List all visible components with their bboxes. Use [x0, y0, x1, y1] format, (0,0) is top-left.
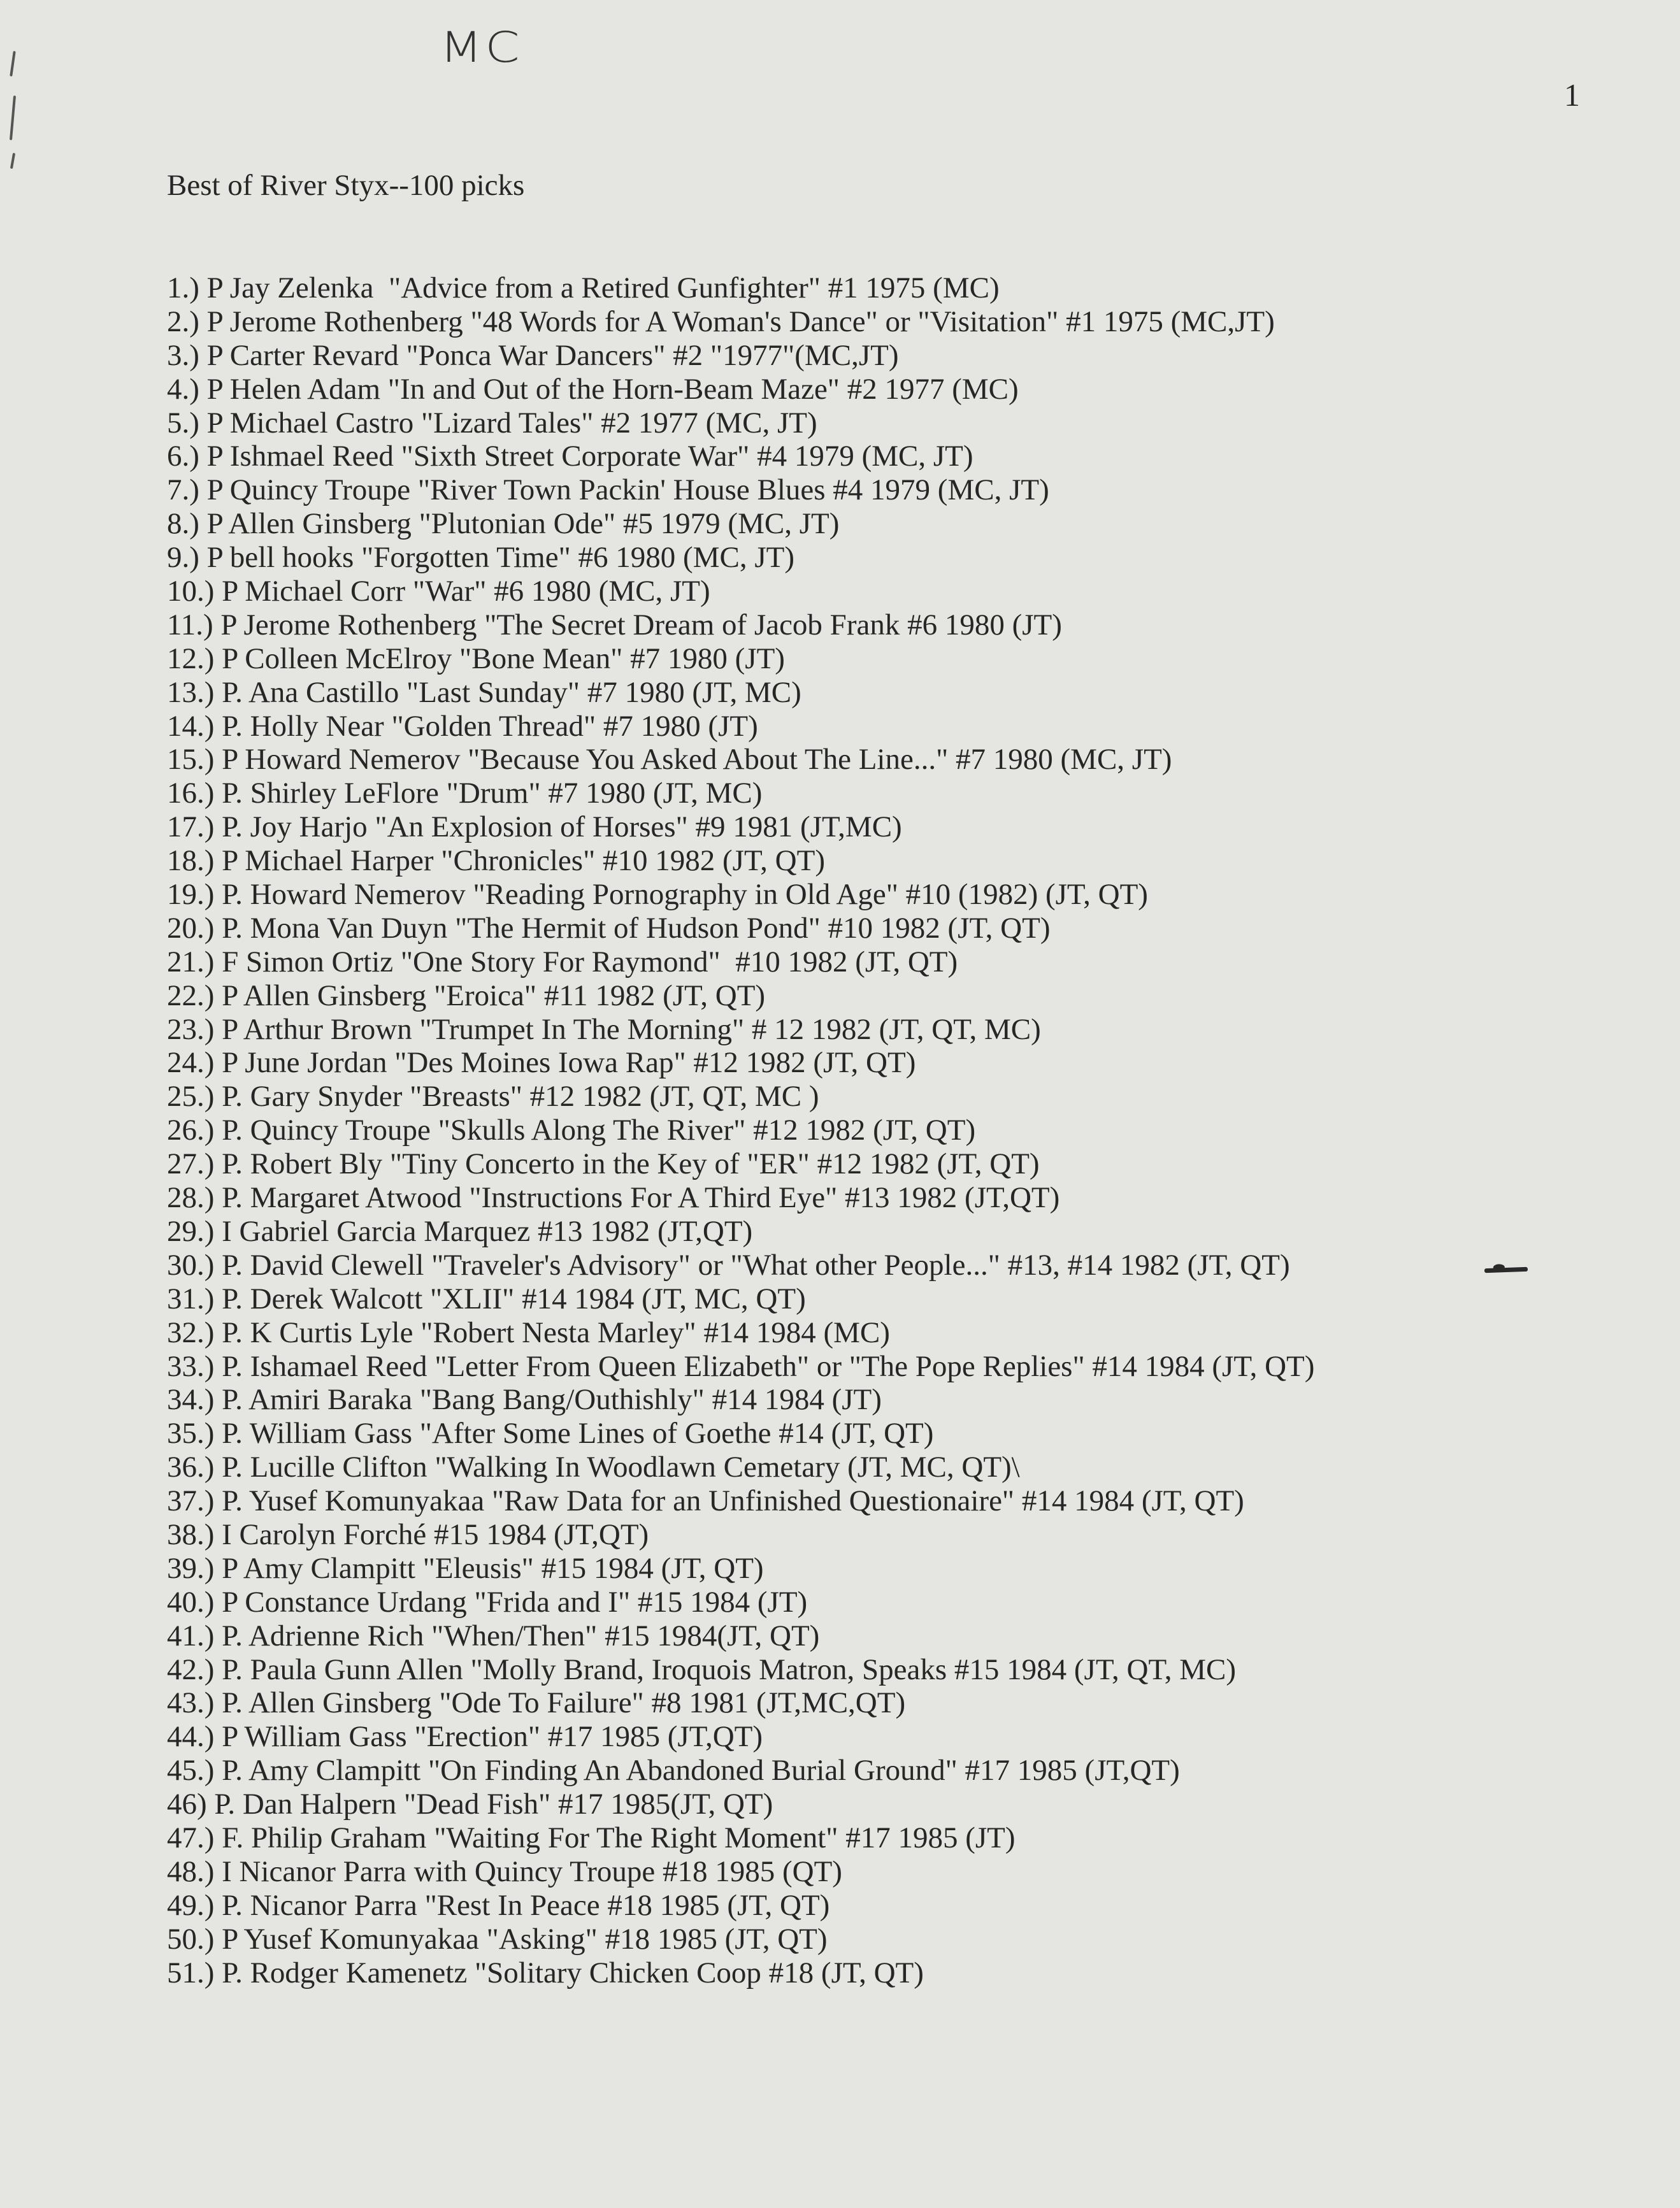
list-item: 37.) P. Yusef Komunyakaa "Raw Data for an Unfinished Questionaire" #14 1984 (JT, QT)	[167, 1484, 1244, 1518]
list-item: 16.) P. Shirley LeFlore "Drum" #7 1980 (JT, MC)	[167, 777, 763, 810]
list-item: 3.) P Carter Revard "Ponca War Dancers" #2 "1977"(MC,JT)	[167, 338, 899, 372]
list-item: 12.) P Colleen McElroy "Bone Mean" #7 1980 (JT)	[167, 642, 785, 675]
list-item: 21.) F Simon Ortiz "One Story For Raymond" #10 1982 (JT, QT)	[167, 945, 958, 979]
handwritten-initials: MC	[440, 23, 522, 73]
list-item: 35.) P. William Gass "After Some Lines of Goethe #14 (JT, QT)	[167, 1417, 934, 1451]
list-item: 42.) P. Paula Gunn Allen "Molly Brand, Iroquois Matron, Speaks #15 1984 (JT, QT, MC)	[167, 1652, 1237, 1686]
list-item: 11.) P Jerome Rothenberg "The Secret Dream of Jacob Frank #6 1980 (JT)	[167, 608, 1062, 642]
list-item: 43.) P. Allen Ginsberg "Ode To Failure" #8 1981 (JT,MC,QT)	[167, 1686, 906, 1720]
list-item: 23.) P Arthur Brown "Trumpet In The Morning" # 12 1982 (JT, QT, MC)	[167, 1012, 1041, 1046]
list-item: 9.) P bell hooks "Forgotten Time" #6 1980 (MC, JT)	[167, 541, 794, 575]
list-item: 20.) P. Mona Van Duyn "The Hermit of Hudson Pond" #10 1982 (JT, QT)	[167, 911, 1051, 945]
list-item: 22.) P Allen Ginsberg "Eroica" #11 1982 (JT, QT)	[167, 979, 766, 1012]
picks-list	[167, 271, 1314, 1989]
list-item: 27.) P. Robert Bly "Tiny Concerto in the Key of "ER" #12 1982 (JT, QT)	[167, 1147, 1040, 1181]
list-item: 45.) P. Amy Clampitt "On Finding An Abandoned Burial Ground" #17 1985 (JT,QT)	[167, 1754, 1180, 1788]
margin-mark	[10, 51, 16, 76]
list-item: 13.) P. Ana Castillo "Last Sunday" #7 1980 (JT, MC)	[167, 675, 801, 709]
list-item: 1.) P Jay Zelenka "Advice from a Retired Gunfighter" #1 1975 (MC)	[167, 271, 1000, 305]
list-item: 39.) P Amy Clampitt "Eleusis" #15 1984 (JT, QT)	[167, 1551, 764, 1585]
list-item: 51.) P. Rodger Kamenetz "Solitary Chicken Coop #18 (JT, QT)	[167, 1956, 924, 1989]
list-item: 24.) P June Jordan "Des Moines Iowa Rap" #12 1982 (JT, QT)	[167, 1046, 916, 1080]
list-item: 28.) P. Margaret Atwood "Instructions For A Third Eye" #13 1982 (JT,QT)	[167, 1181, 1060, 1215]
list-item: 32.) P. K Curtis Lyle "Robert Nesta Marley" #14 1984 (MC)	[167, 1315, 890, 1349]
list-item: 29.) I Gabriel Garcia Marquez #13 1982 (JT,QT)	[167, 1214, 753, 1248]
list-item: 10.) P Michael Corr "War" #6 1980 (MC, JT)	[167, 575, 710, 608]
list-item: 19.) P. Howard Nemerov "Reading Pornography in Old Age" #10 (1982) (JT, QT)	[167, 878, 1148, 912]
list-item: 17.) P. Joy Harjo "An Explosion of Horses" #9 1981 (JT,MC)	[167, 810, 902, 844]
list-item: 30.) P. David Clewell "Traveler's Advisory" or "What other People..." #13, #14 1982 (JT, QT)	[167, 1248, 1290, 1282]
list-item: 6.) P Ishmael Reed "Sixth Street Corporate War" #4 1979 (MC, JT)	[167, 440, 973, 473]
list-item: 44.) P William Gass "Erection" #17 1985 (JT,QT)	[167, 1720, 763, 1754]
list-item: 38.) I Carolyn Forché #15 1984 (JT,QT)	[167, 1517, 649, 1551]
list-item: 14.) P. Holly Near "Golden Thread" #7 1980 (JT)	[167, 709, 758, 743]
margin-mark	[10, 96, 16, 140]
list-item: 26.) P. Quincy Troupe "Skulls Along The River" #12 1982 (JT, QT)	[167, 1114, 976, 1147]
list-item: 50.) P Yusef Komunyakaa "Asking" #18 1985 (JT, QT)	[167, 1922, 828, 1956]
list-item: 48.) I Nicanor Parra with Quincy Troupe #18 1985 (QT)	[167, 1854, 842, 1888]
list-item: 46) P. Dan Halpern "Dead Fish" #17 1985(JT, QT)	[167, 1788, 773, 1821]
page-number: 1	[1564, 77, 1580, 113]
list-item: 36.) P. Lucille Clifton "Walking In Woodlawn Cemetary (JT, MC, QT)\	[167, 1451, 1020, 1484]
document-title: Best of River Styx--100 picks	[167, 169, 525, 202]
list-item: 34.) P. Amiri Baraka "Bang Bang/Outhishly" #14 1984 (JT)	[167, 1383, 882, 1417]
margin-mark	[10, 153, 15, 169]
list-item: 47.) F. Philip Graham "Waiting For The Right Moment" #17 1985 (JT)	[167, 1821, 1016, 1854]
list-item: 41.) P. Adrienne Rich "When/Then" #15 1984(JT, QT)	[167, 1619, 820, 1652]
list-item: 7.) P Quincy Troupe "River Town Packin' House Blues #4 1979 (MC, JT)	[167, 473, 1049, 507]
list-item: 4.) P Helen Adam "In and Out of the Horn-Beam Maze" #2 1977 (MC)	[167, 372, 1019, 406]
handwritten-arrow-mark	[1484, 1267, 1528, 1273]
list-item: 49.) P. Nicanor Parra "Rest In Peace #18 1985 (JT, QT)	[167, 1888, 830, 1922]
list-item: 15.) P Howard Nemerov "Because You Asked About The Line..." #7 1980 (MC, JT)	[167, 743, 1172, 777]
list-item: 25.) P. Gary Snyder "Breasts" #12 1982 (JT, QT, MC )	[167, 1080, 819, 1114]
list-item: 2.) P Jerome Rothenberg "48 Words for A Woman's Dance" or "Visitation" #1 1975 (MC,JT)	[167, 305, 1275, 338]
list-item: 18.) P Michael Harper "Chronicles" #10 1982 (JT, QT)	[167, 844, 825, 878]
list-item: 5.) P Michael Castro "Lizard Tales" #2 1977 (MC, JT)	[167, 406, 817, 440]
list-item: 8.) P Allen Ginsberg "Plutonian Ode" #5 1979 (MC, JT)	[167, 507, 840, 541]
list-item: 31.) P. Derek Walcott "XLII" #14 1984 (JT, MC, QT)	[167, 1282, 806, 1315]
list-item: 40.) P Constance Urdang "Frida and I" #15 1984 (JT)	[167, 1585, 808, 1619]
list-item: 33.) P. Ishamael Reed "Letter From Queen Elizabeth" or "The Pope Replies" #14 1984 (JT, QT)	[167, 1349, 1315, 1383]
